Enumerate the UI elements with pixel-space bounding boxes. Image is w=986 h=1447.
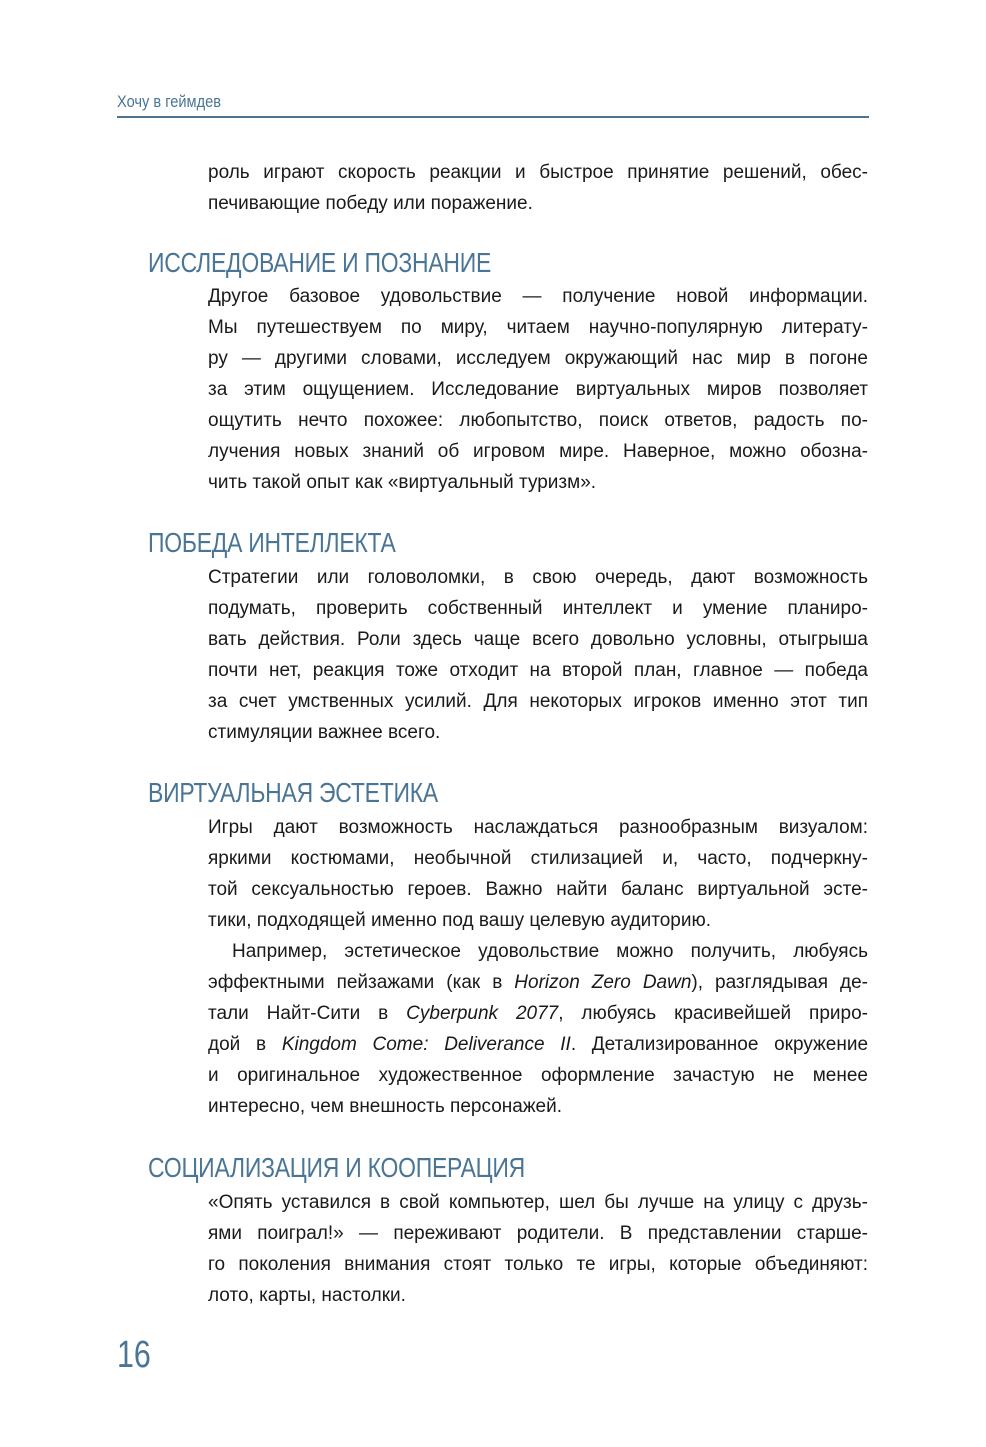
text-line: Например, эстетическое удовольствие можно получить, любуясь xyxy=(232,941,868,962)
text-line: печивающие победу или поражение. xyxy=(208,193,533,214)
text-line: интересно, чем внешность персонажей. xyxy=(208,1096,562,1117)
text-line: почти нет, реакция тоже отходит на второй план, главное — победа xyxy=(208,660,868,681)
italic-title: Cyberpunk 2077 xyxy=(406,1003,559,1024)
text-line xyxy=(208,998,868,1029)
text-segment: , любуясь красивейшей приро- xyxy=(558,1003,868,1024)
text-line: ями поиграл!» — переживают родители. В представлении старше- xyxy=(208,1223,868,1244)
paragraph xyxy=(208,157,868,219)
italic-title: Kingdom Come: Deliverance II xyxy=(281,1034,571,1055)
text-line: лучения новых знаний об игровом мире. Наверное, можно обозна- xyxy=(208,441,868,462)
text-line: стимуляции важнее всего. xyxy=(208,722,441,743)
italic-title: Horizon Zero Dawn xyxy=(514,972,692,993)
paragraph xyxy=(208,562,868,748)
text-line: Стратегии или головоломки, в свою очередь, дают возможность xyxy=(208,567,868,588)
header-rule xyxy=(117,116,869,118)
section-body xyxy=(208,562,868,748)
text-line: и оригинальное художественное оформление зачастую не менее xyxy=(208,1065,868,1086)
text-line xyxy=(208,967,868,998)
text-line xyxy=(208,1029,868,1060)
text-line: яркими костюмами, необычной стилизацией и, часто, подчеркну- xyxy=(208,848,868,869)
text-segment: ), разглядывая де- xyxy=(691,972,868,993)
section-body xyxy=(208,157,868,219)
section-body xyxy=(208,281,868,498)
text-line: Игры дают возможность наслаждаться разнообразным визуалом: xyxy=(208,817,868,838)
page-number: 16 xyxy=(117,1334,151,1376)
paragraph xyxy=(208,1187,868,1311)
text-line: вать действия. Роли здесь чаще всего довольно условны, отыгрыша xyxy=(208,629,868,650)
text-segment: эффектными пейзажами (как в xyxy=(208,972,515,993)
text-line: ру — другими словами, исследуем окружающий нас мир в погоне xyxy=(208,348,868,369)
section-heading: ВИРТУАЛЬНАЯ ЭСТЕТИКА xyxy=(148,777,438,808)
paragraph xyxy=(208,812,868,936)
text-segment: . Детализированное окружение xyxy=(570,1034,869,1055)
section-heading: СОЦИАЛИЗАЦИЯ И КООПЕРАЦИЯ xyxy=(148,1152,525,1183)
section-heading: ИССЛЕДОВАНИЕ И ПОЗНАНИЕ xyxy=(148,247,492,278)
section-body xyxy=(208,812,868,1122)
text-segment: дой в xyxy=(208,1034,282,1055)
text-line: лото, карты, настолки. xyxy=(208,1285,406,1306)
text-segment: тали Найт-Сити в xyxy=(208,1003,407,1024)
text-line: подумать, проверить собственный интеллект и умение планиро- xyxy=(208,598,868,619)
text-line: Мы путешествуем по миру, читаем научно-популярную литерату- xyxy=(208,317,868,338)
text-line: го поколения внимания стоят только те игры, которые объединяют: xyxy=(208,1254,868,1275)
text-line: за счет умственных усилий. Для некоторых игроков именно этот тип xyxy=(208,691,868,712)
section-body xyxy=(208,1187,868,1311)
text-line: той сексуальностью героев. Важно найти баланс виртуальной эсте- xyxy=(208,879,868,900)
text-line: за этим ощущением. Исследование виртуальных миров позволяет xyxy=(208,379,868,400)
text-line: Другое базовое удовольствие — получение новой информации. xyxy=(208,286,868,307)
text-line: роль играют скорость реакции и быстрое принятие решений, обес- xyxy=(208,162,868,183)
text-line: ощутить нечто похожее: любопытство, поиск ответов, радость по- xyxy=(208,410,868,431)
text-line: «Опять уставился в свой компьютер, шел бы лучше на улицу с друзь- xyxy=(208,1192,868,1213)
section-heading: ПОБЕДА ИНТЕЛЛЕКТА xyxy=(148,527,396,558)
text-line: чить такой опыт как «виртуальный туризм». xyxy=(208,472,597,493)
paragraph xyxy=(208,936,868,1122)
text-line: тики, подходящей именно под вашу целевую аудиторию. xyxy=(208,910,712,931)
paragraph xyxy=(208,281,868,498)
running-head: Хочу в геймдев xyxy=(117,92,222,111)
